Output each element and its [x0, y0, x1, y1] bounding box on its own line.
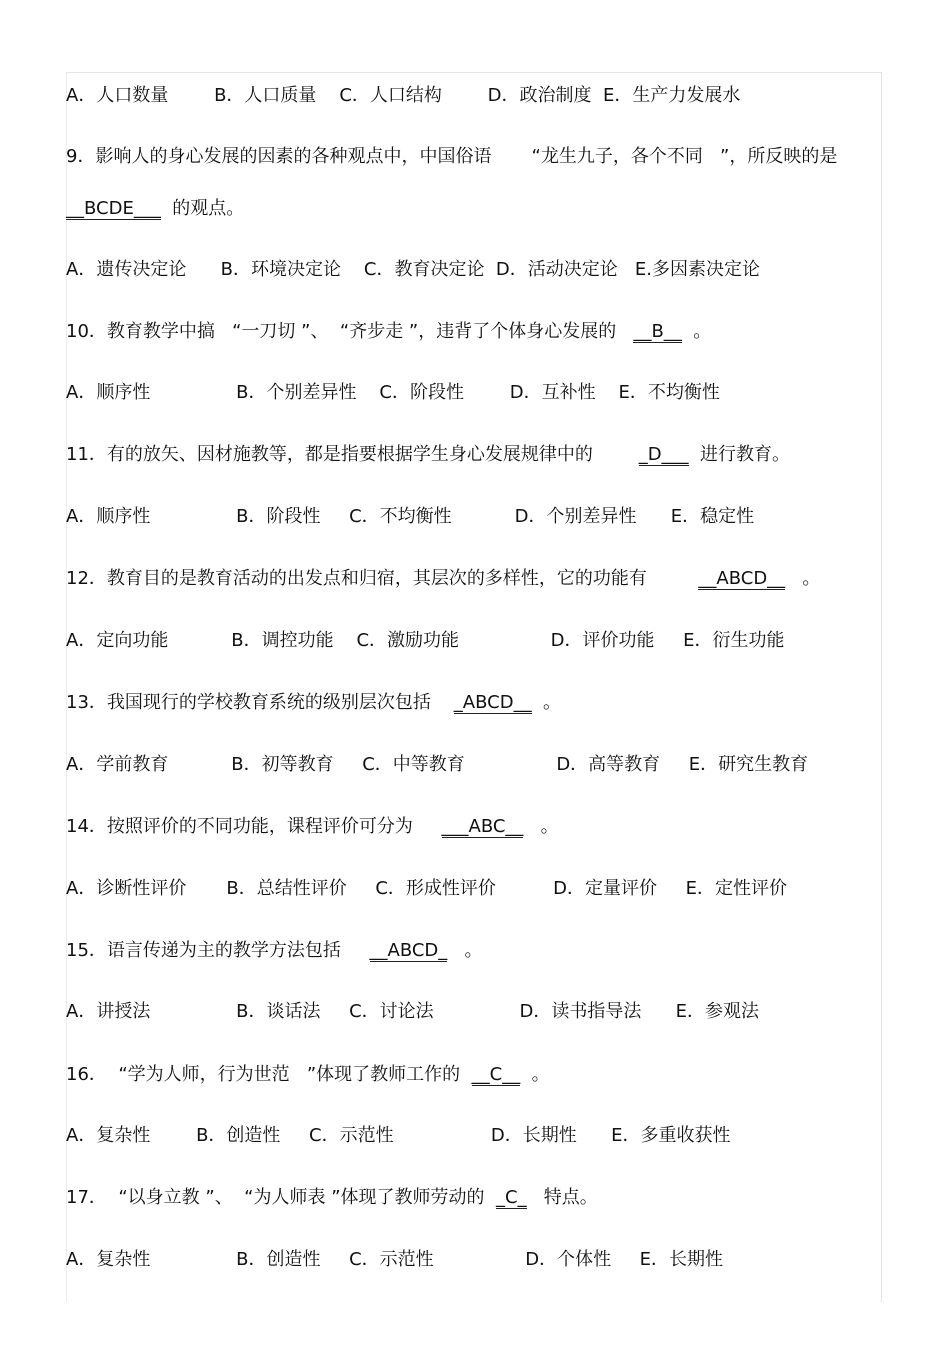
q15-line [66, 939, 482, 963]
q13-answer: _ABCD__ [453, 692, 532, 713]
q11-tail: 进行教育。 [688, 444, 791, 465]
q14-text: 14．按照评价的不同功能，课程评价可分为 [66, 816, 413, 837]
q9-tail: 的观点。 [160, 198, 245, 219]
q14-options: A．诊断性评价 B．总结性评价 C．形成性评价 D．定量评价 E．定性评价 [66, 878, 787, 899]
q13-line [66, 691, 561, 715]
q14-tail: 。 [523, 816, 559, 837]
q10-text: 10．教育教学中搞 “一刀切 ”、 “齐步走 ”，违背了个体身心发展的 [66, 321, 617, 342]
q9-options: A．遗传决定论 B．环境决定论 C．教育决定论 D．活动决定论 E.多因素决定论 [66, 259, 761, 280]
q11-options: A．顺序性 B．阶段性 C．不均衡性 D．个别差异性 E．稳定性 [66, 506, 755, 527]
q12-line [66, 567, 820, 591]
q12-options: A．定向功能 B．调控功能 C．激励功能 D．评价功能 E．衍生功能 [66, 630, 785, 651]
q11-text: 11．有的放矢、因材施教等，都是指要根据学生身心发展规律中的 [66, 444, 593, 465]
q15-text: 15．语言传递为主的教学方法包括 [66, 940, 341, 961]
q17-answer: _C_ [496, 1187, 527, 1208]
q17-text: 17． “以身立教 ”、 “为人师表 ”体现了教师劳动的 [66, 1187, 485, 1208]
q16-line [66, 1063, 550, 1087]
q12-answer: __ABCD__ [698, 568, 786, 589]
q10-answer: __B__ [633, 321, 682, 342]
q9-answer-line [66, 197, 244, 221]
q12-tail: 。 [785, 568, 821, 589]
page-frame [66, 72, 882, 1302]
q8-options: A．人口数量 B．人口质量 C．人口结构 D．政治制度 E．生产力发展水 [66, 85, 741, 106]
q10-tail: 。 [681, 321, 712, 342]
q16-text: 16． “学为人师，行为世范 ”体现了教师工作的 [66, 1064, 461, 1085]
q13-options: A．学前教育 B．初等教育 C．中等教育 D．高等教育 E．研究生教育 [66, 754, 809, 775]
q17-tail: 特点。 [526, 1187, 598, 1208]
q16-tail: 。 [520, 1064, 550, 1085]
q14-answer: ___ABC__ [441, 816, 524, 837]
q16-options: A．复杂性 B．创造性 C．示范性 D．长期性 E．多重收获性 [66, 1125, 731, 1146]
q17-options: A．复杂性 B．创造性 C．示范性 D．个体性 E．长期性 [66, 1249, 724, 1270]
q10-line [66, 320, 711, 344]
q14-line [66, 815, 559, 839]
q16-answer: __C__ [471, 1064, 521, 1085]
q10-options: A．顺序性 B．个别差异性 C．阶段性 D．互补性 E．不均衡性 [66, 382, 720, 403]
q15-answer: __ABCD_ [369, 940, 448, 961]
q17-line [66, 1186, 598, 1210]
q12-text: 12．教育目的是教育活动的出发点和归宿，其层次的多样性，它的功能有 [66, 568, 647, 589]
q15-options: A．讲授法 B．谈话法 C．讨论法 D．读书指导法 E．参观法 [66, 1001, 760, 1022]
q13-text: 13．我国现行的学校教育系统的级别层次包括 [66, 692, 431, 713]
q13-tail: 。 [531, 692, 562, 713]
q15-tail: 。 [447, 940, 483, 961]
q9-text: 9．影响人的身心发展的因素的各种观点中，中国俗语 “龙生九子，各个不同 ”，所反映的是 [66, 146, 838, 167]
q9-answer: __BCDE___ [66, 198, 161, 219]
q11-answer: _D___ [638, 444, 689, 465]
q11-line [66, 443, 790, 467]
